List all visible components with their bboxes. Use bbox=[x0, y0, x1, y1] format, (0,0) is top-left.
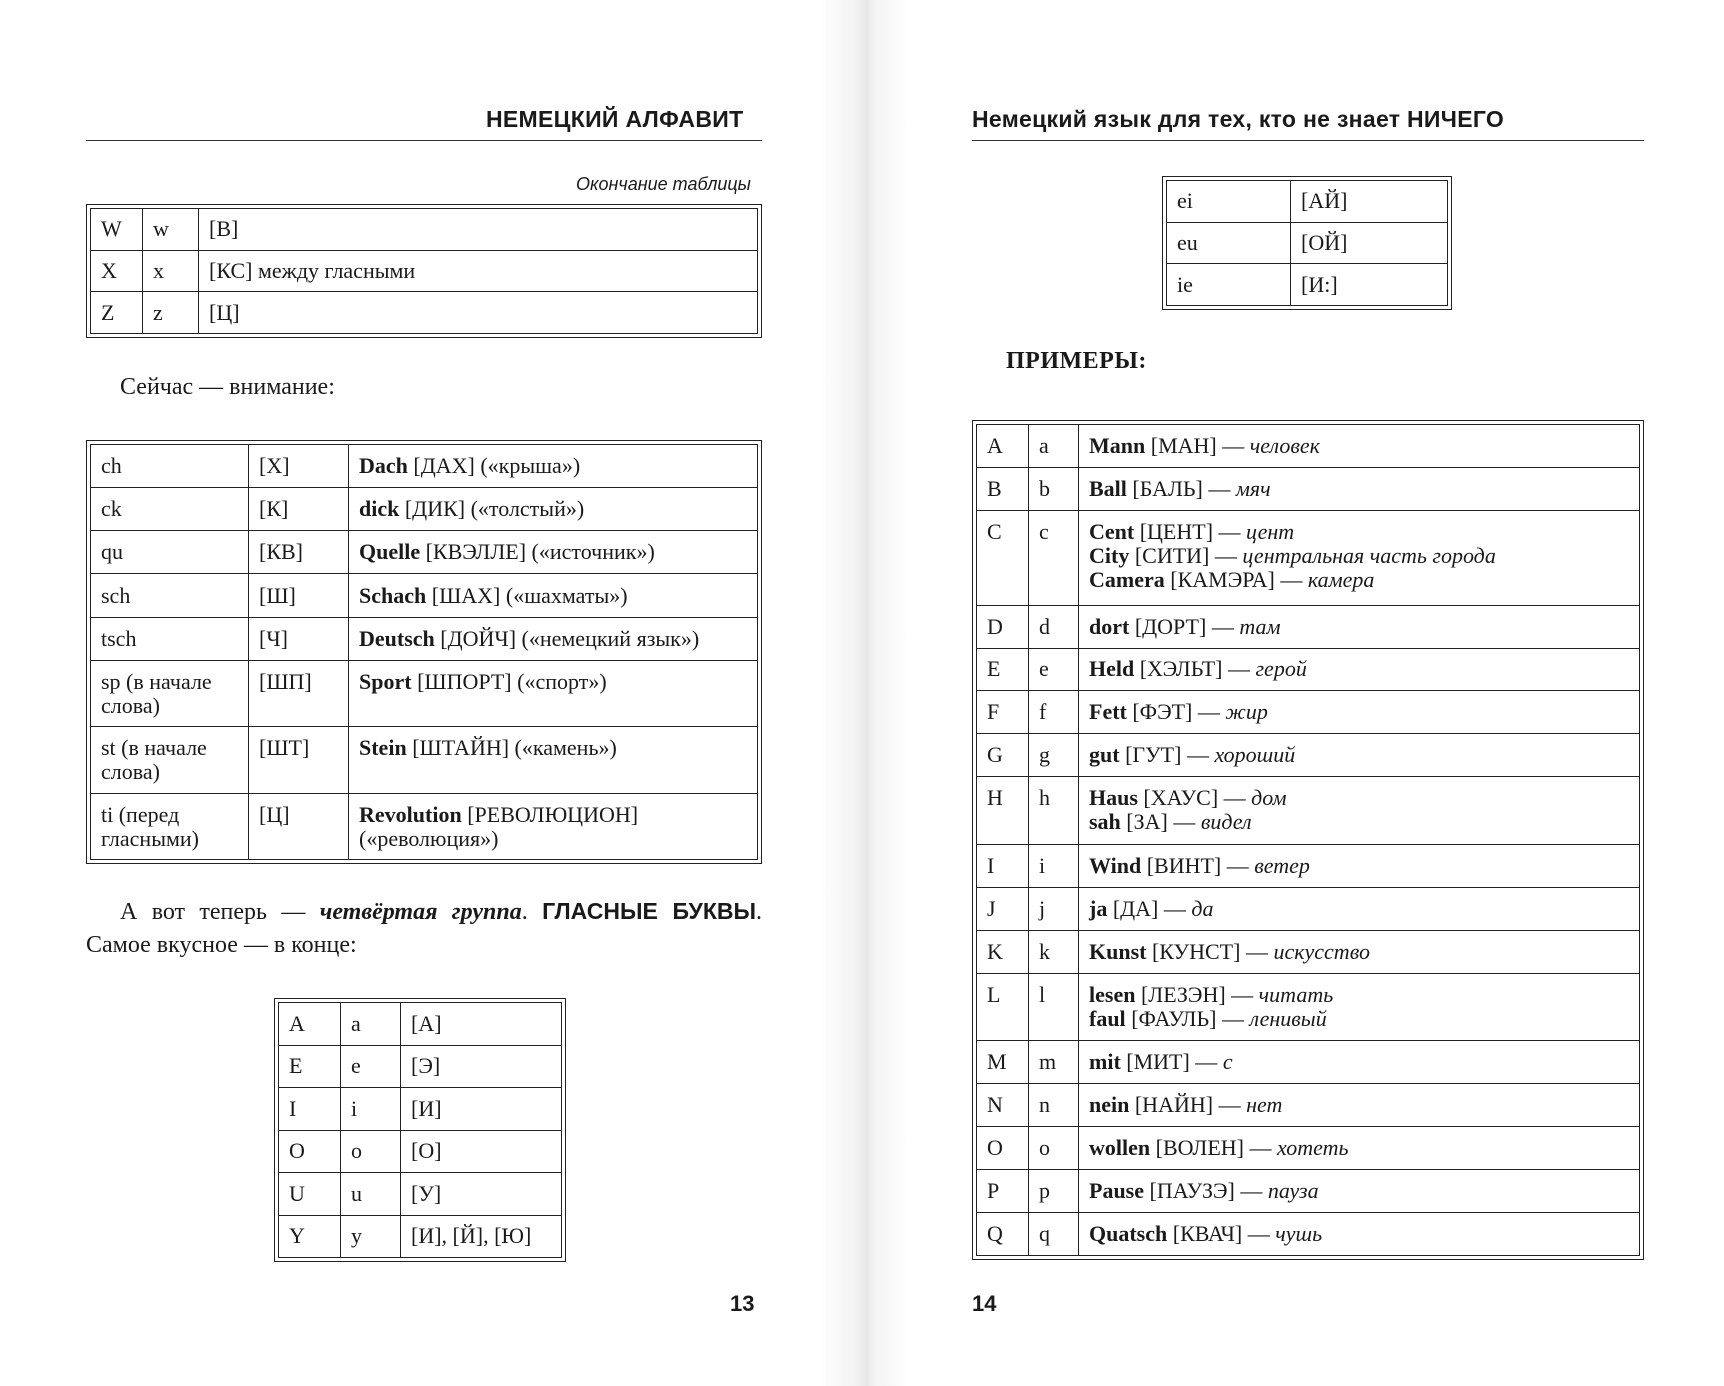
example-cell bbox=[1079, 734, 1640, 777]
german-word: mit bbox=[1089, 1049, 1121, 1075]
uppercase-letter-cell: U bbox=[279, 1173, 341, 1216]
uppercase-letter-cell: O bbox=[279, 1130, 341, 1173]
uppercase-letter-cell: I bbox=[977, 844, 1029, 887]
uppercase-letter-cell: L bbox=[977, 973, 1029, 1041]
translation: с bbox=[1222, 1049, 1233, 1075]
uppercase-letter-cell: D bbox=[977, 605, 1029, 648]
pronunciation-cell: [КС] между гласными bbox=[199, 250, 758, 292]
table-row bbox=[977, 425, 1640, 468]
german-word: nein bbox=[1089, 1092, 1130, 1118]
example-cell bbox=[1079, 1041, 1640, 1084]
table-row bbox=[977, 777, 1640, 845]
lowercase-letter-cell: u bbox=[341, 1173, 401, 1216]
combination-cell: ck bbox=[91, 488, 249, 531]
example-transcription: [РЕВОЛЮЦИОН] («революция») bbox=[359, 801, 639, 851]
sound-cell: [К] bbox=[249, 488, 349, 531]
sound-cell: [ШТ] bbox=[249, 727, 349, 793]
example-cell bbox=[1079, 691, 1640, 734]
intro-text-2: . bbox=[521, 899, 543, 925]
german-word: Wind bbox=[1089, 852, 1142, 878]
lowercase-letter-cell: a bbox=[1029, 425, 1079, 468]
uppercase-letter-cell: F bbox=[977, 691, 1029, 734]
table-row bbox=[977, 1169, 1640, 1212]
translation: герой bbox=[1255, 656, 1307, 682]
lowercase-letter-cell: l bbox=[1029, 973, 1079, 1041]
german-word: Quatsch bbox=[1089, 1220, 1168, 1246]
example-transcription: [ДИК] («толстый») bbox=[399, 496, 585, 522]
lowercase-letter-cell: i bbox=[1029, 844, 1079, 887]
translation: там bbox=[1239, 613, 1281, 639]
example-cell bbox=[1079, 777, 1640, 845]
letter-combinations-table bbox=[86, 440, 762, 864]
example-cell bbox=[1079, 844, 1640, 887]
table-row bbox=[977, 1084, 1640, 1127]
lowercase-letter-cell: z bbox=[143, 292, 199, 334]
translation: мяч bbox=[1235, 475, 1271, 501]
lowercase-letter-cell: f bbox=[1029, 691, 1079, 734]
table-caption: Окончание таблицы bbox=[576, 174, 751, 194]
table-row bbox=[977, 734, 1640, 777]
example-line bbox=[1089, 568, 1629, 592]
lowercase-letter-cell: a bbox=[341, 1003, 401, 1046]
example-line bbox=[1089, 477, 1629, 501]
table-row bbox=[279, 1215, 562, 1258]
uppercase-letter-cell: O bbox=[977, 1127, 1029, 1170]
lowercase-letter-cell: j bbox=[1029, 887, 1079, 930]
example-line bbox=[1089, 810, 1629, 834]
table-row bbox=[977, 1127, 1640, 1170]
example-cell bbox=[1079, 510, 1640, 605]
table-row bbox=[279, 1173, 562, 1216]
example-line bbox=[1089, 983, 1629, 1007]
lowercase-letter-cell: w bbox=[143, 209, 199, 251]
german-word: Kunst bbox=[1089, 938, 1147, 964]
book-gutter bbox=[820, 0, 910, 1386]
table-row bbox=[91, 292, 758, 334]
translation: ветер bbox=[1254, 852, 1310, 878]
example-line bbox=[1089, 1050, 1629, 1074]
combination-cell: tsch bbox=[91, 617, 249, 660]
german-word: Camera bbox=[1089, 566, 1165, 592]
sound-cell: [КВ] bbox=[249, 531, 349, 574]
example-line bbox=[1089, 520, 1629, 544]
diphthong-cell: eu bbox=[1167, 222, 1291, 264]
example-cell bbox=[1079, 648, 1640, 691]
translation: камера bbox=[1307, 566, 1375, 592]
lowercase-letter-cell: c bbox=[1029, 510, 1079, 605]
example-line bbox=[1089, 854, 1629, 878]
german-word: Pause bbox=[1089, 1177, 1144, 1203]
intro-italic: четвёртая группа bbox=[319, 899, 522, 925]
example-line bbox=[1089, 544, 1629, 568]
header-rule-right bbox=[972, 140, 1644, 141]
example-line bbox=[1089, 1179, 1629, 1203]
table-row bbox=[91, 574, 758, 617]
translation: дом bbox=[1251, 785, 1287, 811]
example-cell bbox=[349, 727, 758, 793]
lowercase-letter-cell: q bbox=[1029, 1212, 1079, 1255]
example-cell bbox=[1079, 1084, 1640, 1127]
example-transcription: [ШПОРТ] («спорт») bbox=[411, 668, 607, 694]
alphabet-end-table bbox=[86, 204, 762, 338]
combination-cell: st (в начале слова) bbox=[91, 727, 249, 793]
vowels-table bbox=[274, 998, 566, 1262]
german-word: ja bbox=[1089, 895, 1108, 921]
table-row bbox=[977, 467, 1640, 510]
examples-heading: ПРИМЕРЫ: bbox=[1006, 348, 1147, 374]
table-row bbox=[279, 1003, 562, 1046]
translation: чушь bbox=[1275, 1220, 1323, 1246]
transcription: [ХЭЛЬТ] — bbox=[1134, 656, 1256, 682]
pronunciation-cell: [Э] bbox=[401, 1045, 562, 1088]
transcription: [МИТ] — bbox=[1120, 1049, 1223, 1075]
lowercase-letter-cell: o bbox=[1029, 1127, 1079, 1170]
pronunciation-cell: [А] bbox=[401, 1003, 562, 1046]
transcription: [ГУТ] — bbox=[1119, 742, 1215, 768]
combination-cell: qu bbox=[91, 531, 249, 574]
pronunciation-cell: [И:] bbox=[1291, 264, 1448, 306]
sound-cell: [Ц] bbox=[249, 793, 349, 859]
example-cell bbox=[349, 617, 758, 660]
example-line bbox=[1089, 434, 1629, 458]
uppercase-letter-cell: Y bbox=[279, 1215, 341, 1258]
translation: хороший bbox=[1214, 742, 1296, 768]
example-word: Dach bbox=[359, 453, 408, 479]
lowercase-letter-cell: b bbox=[1029, 467, 1079, 510]
diphthongs-table bbox=[1162, 176, 1452, 310]
german-word: gut bbox=[1089, 742, 1120, 768]
translation: искусство bbox=[1273, 938, 1370, 964]
uppercase-letter-cell: A bbox=[279, 1003, 341, 1046]
lowercase-letter-cell: x bbox=[143, 250, 199, 292]
table-row bbox=[279, 1088, 562, 1131]
running-head-left: НЕМЕЦКИЙ АЛФАВИТ bbox=[486, 106, 744, 132]
uppercase-letter-cell: G bbox=[977, 734, 1029, 777]
example-word: Revolution bbox=[359, 801, 462, 827]
sound-cell: [ШП] bbox=[249, 660, 349, 726]
example-line bbox=[1089, 743, 1629, 767]
translation: хотеть bbox=[1277, 1135, 1349, 1161]
table-row bbox=[1167, 222, 1448, 264]
example-cell bbox=[349, 488, 758, 531]
example-line bbox=[1089, 700, 1629, 724]
intro-text-3: . Самое вкусное — в конце: bbox=[86, 899, 762, 958]
transcription: [ЗА] — bbox=[1120, 809, 1201, 835]
transcription: [МАН] — bbox=[1145, 432, 1250, 458]
example-line bbox=[1089, 940, 1629, 964]
example-cell bbox=[1079, 1212, 1640, 1255]
pronunciation-cell: [ОЙ] bbox=[1291, 222, 1448, 264]
german-word: City bbox=[1089, 542, 1130, 568]
lowercase-letter-cell: k bbox=[1029, 930, 1079, 973]
table-row bbox=[977, 605, 1640, 648]
pronunciation-cell: [Ц] bbox=[199, 292, 758, 334]
transcription: [ЦЕНТ] — bbox=[1134, 518, 1247, 544]
pronunciation-cell: [И], [Й], [Ю] bbox=[401, 1215, 562, 1258]
lowercase-letter-cell: g bbox=[1029, 734, 1079, 777]
german-word: faul bbox=[1089, 1005, 1126, 1031]
page-number-left: 13 bbox=[730, 1291, 755, 1316]
transcription: [НАЙН] — bbox=[1129, 1092, 1247, 1118]
example-cell bbox=[1079, 1169, 1640, 1212]
example-cell bbox=[349, 531, 758, 574]
lowercase-letter-cell: h bbox=[1029, 777, 1079, 845]
table-row bbox=[279, 1130, 562, 1173]
example-line bbox=[1089, 1007, 1629, 1031]
table-row bbox=[977, 930, 1640, 973]
uppercase-letter-cell: I bbox=[279, 1088, 341, 1131]
page-number-right: 14 bbox=[972, 1291, 997, 1316]
example-cell bbox=[1079, 605, 1640, 648]
example-line bbox=[1089, 1136, 1629, 1160]
example-transcription: [КВЭЛЛЕ] («источник») bbox=[420, 539, 655, 565]
header-rule-left bbox=[86, 140, 762, 141]
lowercase-letter-cell: y bbox=[341, 1215, 401, 1258]
example-line bbox=[1089, 1222, 1629, 1246]
table-row bbox=[91, 488, 758, 531]
table-row bbox=[91, 250, 758, 292]
example-word: Sport bbox=[359, 668, 412, 694]
translation: центральная часть города bbox=[1242, 542, 1496, 568]
transcription: [ФЭТ] — bbox=[1126, 699, 1226, 725]
example-cell bbox=[1079, 1127, 1640, 1170]
table-row bbox=[91, 660, 758, 726]
transcription: [КВАЧ] — bbox=[1167, 1220, 1276, 1246]
pronunciation-cell: [В] bbox=[199, 209, 758, 251]
lowercase-letter-cell: p bbox=[1029, 1169, 1079, 1212]
intro-text-1: А вот теперь — bbox=[120, 899, 320, 925]
german-word: Held bbox=[1089, 656, 1135, 682]
german-word: sah bbox=[1089, 809, 1121, 835]
transcription: [ДОРТ] — bbox=[1129, 613, 1240, 639]
combination-cell: ti (перед гласными) bbox=[91, 793, 249, 859]
transcription: [ДА] — bbox=[1107, 895, 1192, 921]
table-row bbox=[1167, 264, 1448, 306]
lowercase-letter-cell: d bbox=[1029, 605, 1079, 648]
translation: ленивый bbox=[1249, 1005, 1327, 1031]
pronunciation-cell: [АЙ] bbox=[1291, 181, 1448, 223]
table-row bbox=[91, 793, 758, 859]
transcription: [ХАУС] — bbox=[1137, 785, 1252, 811]
uppercase-letter-cell: J bbox=[977, 887, 1029, 930]
lowercase-letter-cell: e bbox=[1029, 648, 1079, 691]
combination-cell: ch bbox=[91, 445, 249, 488]
uppercase-letter-cell: Q bbox=[977, 1212, 1029, 1255]
example-cell bbox=[349, 660, 758, 726]
table-row bbox=[977, 844, 1640, 887]
table-row bbox=[977, 887, 1640, 930]
translation: человек bbox=[1249, 432, 1320, 458]
example-cell bbox=[1079, 425, 1640, 468]
example-transcription: [ШАХ] («шахматы») bbox=[426, 582, 628, 608]
table-row bbox=[977, 973, 1640, 1041]
combination-cell: sp (в начале слова) bbox=[91, 660, 249, 726]
example-word: Schach bbox=[359, 582, 427, 608]
intro-bold: ГЛАСНЫЕ БУКВЫ bbox=[542, 898, 756, 924]
example-word: dick bbox=[359, 496, 400, 522]
german-word: lesen bbox=[1089, 981, 1136, 1007]
table-row bbox=[91, 445, 758, 488]
translation: пауза bbox=[1267, 1177, 1319, 1203]
table-row bbox=[279, 1045, 562, 1088]
example-cell bbox=[1079, 930, 1640, 973]
transcription: [ФАУЛЬ] — bbox=[1125, 1005, 1250, 1031]
lowercase-letter-cell: m bbox=[1029, 1041, 1079, 1084]
example-transcription: [ШТАЙН] («камень») bbox=[406, 735, 617, 761]
uppercase-letter-cell: N bbox=[977, 1084, 1029, 1127]
uppercase-letter-cell: K bbox=[977, 930, 1029, 973]
example-line bbox=[1089, 786, 1629, 810]
transcription: [ВИНТ] — bbox=[1141, 852, 1255, 878]
translation: нет bbox=[1246, 1092, 1283, 1118]
pronunciation-cell: [И] bbox=[401, 1088, 562, 1131]
transcription: [ПАУЗЭ] — bbox=[1144, 1177, 1268, 1203]
example-cell bbox=[1079, 467, 1640, 510]
example-transcription: [ДАХ] («крыша») bbox=[407, 453, 581, 479]
german-word: wollen bbox=[1089, 1135, 1151, 1161]
translation: читать bbox=[1258, 981, 1334, 1007]
table-row bbox=[1167, 181, 1448, 223]
uppercase-letter-cell: P bbox=[977, 1169, 1029, 1212]
translation: цент bbox=[1246, 518, 1295, 544]
lowercase-letter-cell: o bbox=[341, 1130, 401, 1173]
german-word: Cent bbox=[1089, 518, 1135, 544]
lowercase-letter-cell: n bbox=[1029, 1084, 1079, 1127]
pronunciation-cell: [О] bbox=[401, 1130, 562, 1173]
example-line bbox=[1089, 1093, 1629, 1117]
translation: видел bbox=[1200, 809, 1252, 835]
uppercase-letter-cell: B bbox=[977, 467, 1029, 510]
uppercase-letter-cell: W bbox=[91, 209, 143, 251]
lowercase-letter-cell: e bbox=[341, 1045, 401, 1088]
transcription: [КАМЭРА] — bbox=[1164, 566, 1308, 592]
example-line bbox=[1089, 897, 1629, 921]
table-row bbox=[91, 209, 758, 251]
transcription: [ЛЕЗЭН] — bbox=[1135, 981, 1259, 1007]
running-head-right: Немецкий язык для тех, кто не знает НИЧЕГО bbox=[972, 106, 1505, 132]
german-word: Fett bbox=[1089, 699, 1127, 725]
uppercase-letter-cell: E bbox=[279, 1045, 341, 1088]
example-line bbox=[1089, 615, 1629, 639]
uppercase-letter-cell: X bbox=[91, 250, 143, 292]
table-row bbox=[977, 1041, 1640, 1084]
transcription: [СИТИ] — bbox=[1129, 542, 1243, 568]
diphthong-cell: ie bbox=[1167, 264, 1291, 306]
uppercase-letter-cell: E bbox=[977, 648, 1029, 691]
table-row bbox=[977, 510, 1640, 605]
combination-cell: sch bbox=[91, 574, 249, 617]
transcription: [ВОЛЕН] — bbox=[1150, 1135, 1277, 1161]
uppercase-letter-cell: Z bbox=[91, 292, 143, 334]
transcription: [КУНСТ] — bbox=[1146, 938, 1274, 964]
sound-cell: [Ш] bbox=[249, 574, 349, 617]
translation: да bbox=[1191, 895, 1214, 921]
table-row bbox=[91, 531, 758, 574]
table-row bbox=[91, 617, 758, 660]
translation: жир bbox=[1225, 699, 1268, 725]
sound-cell: [Ч] bbox=[249, 617, 349, 660]
example-cell bbox=[1079, 973, 1640, 1041]
diphthong-cell: ei bbox=[1167, 181, 1291, 223]
attention-text: Сейчас — внимание: bbox=[120, 374, 335, 400]
table-row bbox=[977, 648, 1640, 691]
transcription: [БАЛЬ] — bbox=[1126, 475, 1236, 501]
sound-cell: [Х] bbox=[249, 445, 349, 488]
example-cell bbox=[349, 793, 758, 859]
vowels-intro-paragraph bbox=[86, 895, 762, 962]
example-word: Deutsch bbox=[359, 625, 435, 651]
example-line bbox=[1089, 657, 1629, 681]
example-cell bbox=[1079, 887, 1640, 930]
example-transcription: [ДОЙЧ] («немецкий язык») bbox=[434, 625, 700, 651]
german-word: dort bbox=[1089, 613, 1130, 639]
pronunciation-cell: [У] bbox=[401, 1173, 562, 1216]
examples-table bbox=[972, 420, 1644, 1260]
uppercase-letter-cell: H bbox=[977, 777, 1029, 845]
table-row bbox=[977, 691, 1640, 734]
table-row bbox=[91, 727, 758, 793]
example-word: Quelle bbox=[359, 539, 421, 565]
german-word: Haus bbox=[1089, 785, 1138, 811]
uppercase-letter-cell: C bbox=[977, 510, 1029, 605]
german-word: Ball bbox=[1089, 475, 1127, 501]
example-cell bbox=[349, 574, 758, 617]
german-word: Mann bbox=[1089, 432, 1146, 458]
example-word: Stein bbox=[359, 735, 407, 761]
table-row bbox=[977, 1212, 1640, 1255]
uppercase-letter-cell: A bbox=[977, 425, 1029, 468]
uppercase-letter-cell: M bbox=[977, 1041, 1029, 1084]
example-cell bbox=[349, 445, 758, 488]
lowercase-letter-cell: i bbox=[341, 1088, 401, 1131]
